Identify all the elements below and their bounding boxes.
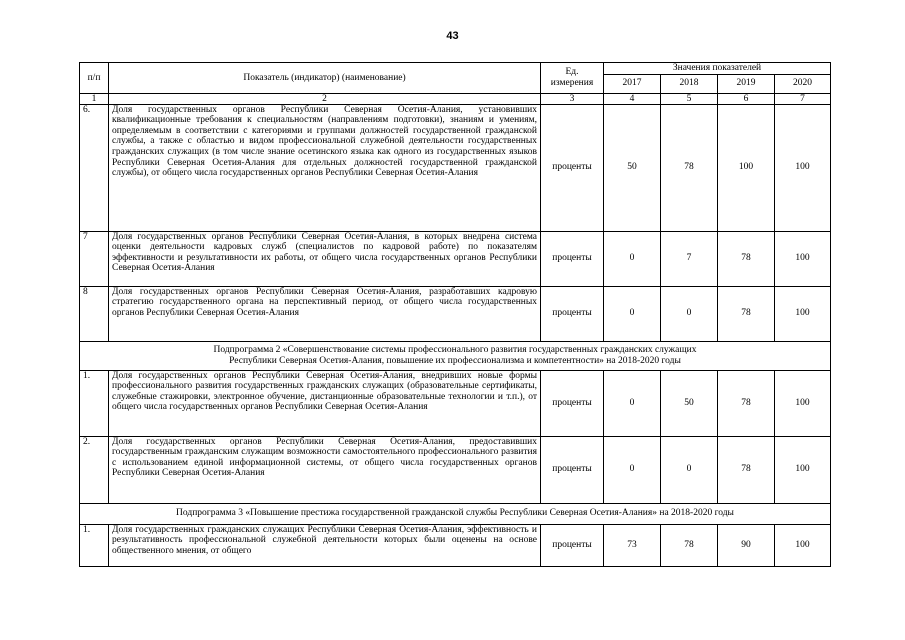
value-cell: 100 [775,524,831,566]
column-index-row [80,93,831,104]
unit-cell: проценты [541,231,604,286]
value-cell: 0 [661,436,718,503]
value-cell: 0 [604,231,661,286]
header-unit-line2: измерения [550,77,594,88]
value-cell: 100 [775,436,831,503]
unit-cell: проценты [541,436,604,503]
header-year: 2017 [604,74,661,93]
table-row [80,370,831,436]
row-num: 1. [80,370,109,436]
value-cell: 90 [718,524,775,566]
header-row-1 [80,63,831,75]
indicators-table [79,62,831,567]
subprogram-2-title [80,341,831,370]
header-num: п/п [80,63,109,94]
column-index: 1 [80,93,109,104]
value-cell: 78 [718,231,775,286]
unit-cell: проценты [541,104,604,231]
table-row [80,286,831,341]
value-cell: 100 [775,286,831,341]
subprogram-3-title: Подпрограмма 3 «Повышение престижа государственной гражданской службы Республики Северная Осетия-Алания» на 2018-2020 годы [80,503,831,524]
column-index: 6 [718,93,775,104]
header-year: 2018 [661,74,718,93]
indicator-name: Доля государственных органов Республики Северная Осетия-Алания, установивших квалификационные требования к специальностям (направлениям подготовки), знаниям и умениям, определяемым в соответствии с категориями и группами должностей государственной гражданской службы, а также с областью и видом профессиональной служебной деятельности государственных гражданских служащих (в том числе знание осетинского языка как одного из государственных языков Республики Северная Осетия-Алания для отдельных должностей государственной гражданской службы), от общего числа государственных органов Республики Северная Осетия-Алания [109,104,541,231]
header-year: 2020 [775,74,831,93]
column-index: 2 [109,93,541,104]
value-cell: 50 [661,370,718,436]
value-cell: 0 [604,286,661,341]
subprogram-row [80,503,831,524]
header-name: Показатель (индикатор) (наименование) [109,63,541,94]
value-cell: 73 [604,524,661,566]
value-cell: 100 [775,370,831,436]
value-cell: 0 [604,436,661,503]
table-row [80,104,831,231]
value-cell: 50 [604,104,661,231]
subprogram-2-line1: Подпрограмма 2 «Совершенствование системы профессионального развития государственных гражданских служащих [213,345,697,355]
value-cell: 0 [661,286,718,341]
row-num: 2. [80,436,109,503]
column-index: 7 [775,93,831,104]
unit-cell: проценты [541,524,604,566]
value-cell: 100 [718,104,775,231]
table-row [80,524,831,566]
page-number: 43 [446,30,459,42]
subprogram-row [80,341,831,370]
table-row [80,231,831,286]
row-num: 7 [80,231,109,286]
row-num: 1. [80,524,109,566]
unit-cell: проценты [541,370,604,436]
unit-cell: проценты [541,286,604,341]
column-index: 4 [604,93,661,104]
indicator-name: Доля государственных гражданских служащих Республики Северная Осетия-Алания, эффективность и результативность профессиональной служебной деятельности которых были оценены на основе общественного мнения, от общего [109,524,541,566]
header-unit-line1: Ед. [565,67,579,78]
indicator-name: Доля государственных органов Республики Северная Осетия-Алания, внедривших новые формы профессионального развития государственных гражданских служащих (образовательные сертификаты, служебные стажировки, электронное обучение, дистанционные образовательные технологии и т.п.), от общего числа государственных органов Республики Северная Осетия-Алания [109,370,541,436]
column-index: 5 [661,93,718,104]
value-cell: 78 [718,436,775,503]
value-cell: 78 [718,286,775,341]
value-cell: 0 [604,370,661,436]
value-cell: 7 [661,231,718,286]
row-num: 6. [80,104,109,231]
column-index: 3 [541,93,604,104]
subprogram-2-line2: Республики Северная Осетия-Алания, повышение их профессионализма и компетентности» на 2018-2020 годы [229,355,681,366]
value-cell: 78 [718,370,775,436]
header-values: Значения показателей [604,63,831,75]
header-year: 2019 [718,74,775,93]
table-row [80,436,831,503]
value-cell: 100 [775,231,831,286]
indicator-name: Доля государственных органов Республики Северная Осетия-Алания, разработавших кадровую стратегию государственного органа на перспективный период, от общего числа государственных органов Республики Северная Осетия-Алания [109,286,541,341]
indicator-name: Доля государственных органов Республики Северная Осетия-Алания, в которых внедрена система оценки деятельности кадровых служб (специалистов по кадровой работе) по показателям эффективности и результативности их работы, от общего числа государственных органов Республики Северная Осетия-Алания [109,231,541,286]
header-unit [541,63,604,94]
row-num: 8 [80,286,109,341]
value-cell: 78 [661,104,718,231]
value-cell: 78 [661,524,718,566]
value-cell: 100 [775,104,831,231]
indicator-name: Доля государственных органов Республики Северная Осетия-Алания, предоставивших государственным гражданским служащим возможности самостоятельного профессионального развития с использованием единой информационной системы, от общего числа государственных органов Республики Северная Осетия-Алания [109,436,541,503]
